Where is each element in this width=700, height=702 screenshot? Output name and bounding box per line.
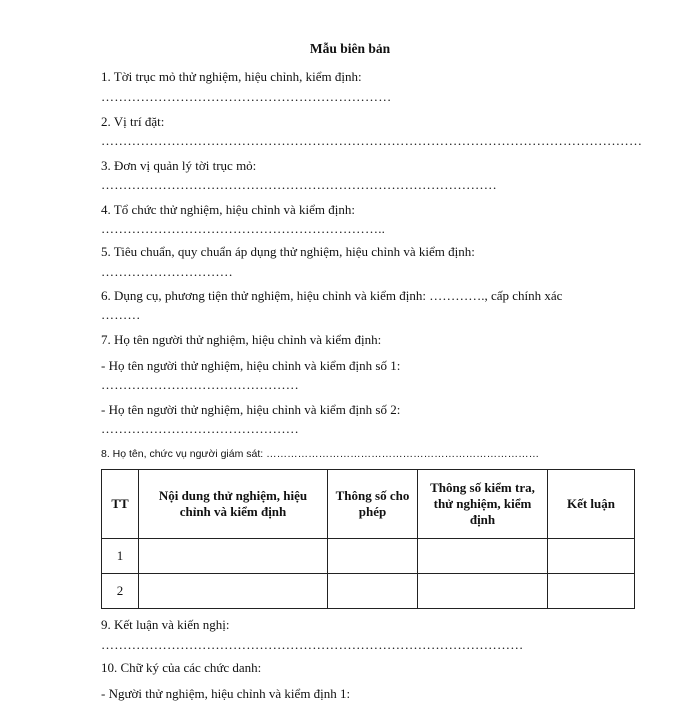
header-measured: Thông số kiểm tra, thử nghiệm, kiểm định	[418, 470, 548, 539]
table-cell	[328, 539, 418, 574]
item-4-dots: ………………………………………………………..	[101, 221, 386, 236]
item-7-1-dots: ………………………………………	[101, 377, 299, 392]
header-conclusion: Kết luận	[548, 470, 635, 539]
item-4-label: 4. Tổ chức thử nghiệm, hiệu chỉnh và kiểm định:	[101, 202, 355, 217]
item-10-1-label: - Người thử nghiệm, hiệu chỉnh và kiểm định 1:	[101, 686, 351, 701]
header-allowed: Thông số cho phép	[328, 470, 418, 539]
item-6-dots: ………	[101, 307, 141, 322]
item-7-label: 7. Họ tên người thử nghiệm, hiệu chỉnh và kiểm định:	[101, 332, 382, 347]
table-cell: 2	[102, 574, 139, 609]
table-cell	[328, 574, 418, 609]
inspection-table	[101, 469, 635, 609]
item-5-dots: …………………………	[101, 264, 233, 279]
table-cell: 1	[102, 539, 139, 574]
table-cell	[548, 574, 635, 609]
document-title: Mẫu biên bản	[309, 41, 391, 56]
item-3-label: 3. Đơn vị quản lý tời trục mỏ:	[101, 158, 257, 173]
item-6-label: 6. Dụng cụ, phương tiện thử nghiệm, hiệu chỉnh và kiểm định: …………., cấp chính xác	[101, 288, 563, 303]
table-cell	[418, 539, 548, 574]
item-9-dots: ……………………………………………………………………………………	[101, 637, 524, 652]
table-row	[102, 539, 635, 574]
item-7-2-dots: ………………………………………	[101, 421, 299, 436]
table-cell	[139, 574, 328, 609]
item-5-label: 5. Tiêu chuẩn, quy chuẩn áp dụng thử nghiệm, hiệu chỉnh và kiểm định:	[101, 244, 475, 259]
item-7-2-label: - Họ tên người thử nghiệm, hiệu chỉnh và kiểm định số 2:	[101, 402, 401, 417]
table-header-row	[102, 470, 635, 539]
table-cell	[139, 539, 328, 574]
item-2-dots: ……………………………………………………………………………………………………………	[101, 133, 643, 148]
item-7-1-label: - Họ tên người thử nghiệm, hiệu chỉnh và kiểm định số 1:	[101, 358, 401, 373]
table-cell	[548, 539, 635, 574]
item-9-label: 9. Kết luận và kiến nghị:	[101, 617, 230, 632]
item-10-label: 10. Chữ ký của các chức danh:	[101, 660, 262, 675]
item-1-dots: …………………………………………………………	[101, 89, 392, 104]
table-row	[102, 574, 635, 609]
item-3-dots: ………………………………………………………………………………	[101, 177, 497, 192]
item-1-label: 1. Tời trục mỏ thử nghiệm, hiệu chỉnh, kiểm định:	[101, 69, 362, 84]
table-cell	[418, 574, 548, 609]
header-content: Nội dung thử nghiệm, hiệu chỉnh và kiểm định	[139, 470, 328, 539]
item-2-label: 2. Vị trí đặt:	[101, 114, 165, 129]
item-8-label: 8. Họ tên, chức vụ người giám sát: ……………………………………………………………………	[101, 448, 540, 460]
header-tt: TT	[102, 470, 139, 539]
